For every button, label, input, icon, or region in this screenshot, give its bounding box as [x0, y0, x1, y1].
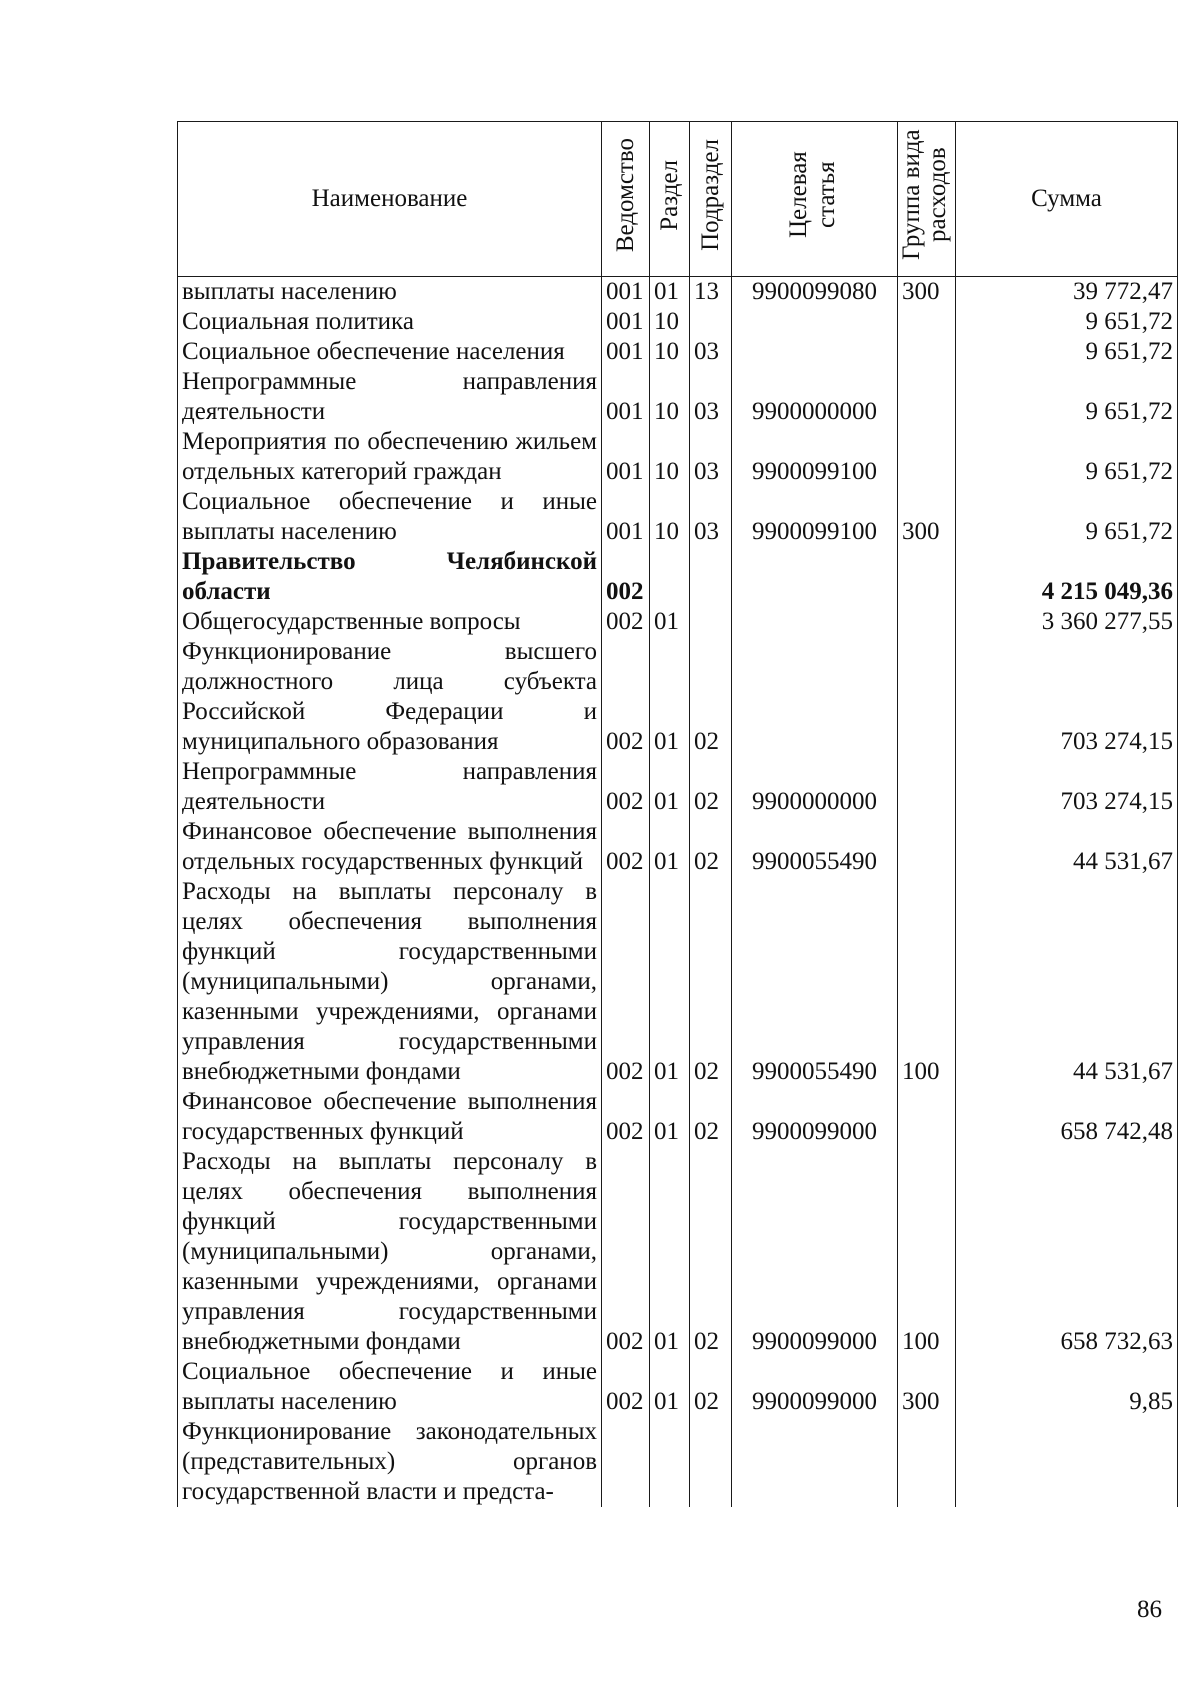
section-cell: 10 [650, 427, 690, 487]
section-cell: 01 [650, 1357, 690, 1417]
sum-cell: 703 274,15 [956, 637, 1178, 757]
table-row [178, 1357, 1178, 1417]
name-cell: Непрограммные направления деятельности [178, 757, 602, 817]
subsection-cell: 02 [690, 757, 732, 817]
subsection-cell: 03 [690, 337, 732, 367]
sum-cell: 658 742,48 [956, 1087, 1178, 1147]
name-cell: Социальное обеспечение и иные выплаты населению [178, 1357, 602, 1417]
subsection-cell: 13 [690, 277, 732, 308]
dept-cell: 002 [602, 1087, 650, 1147]
group-cell [898, 1087, 956, 1147]
table-row [178, 337, 1178, 367]
header-group: Группа вида расходов [898, 122, 956, 277]
header-target: Целевая статья [732, 122, 898, 277]
page-number: 86 [1137, 1596, 1162, 1623]
group-cell [898, 427, 956, 487]
dept-cell: 001 [602, 427, 650, 487]
name-cell: Расходы на выплаты персоналу в целях обеспечения выполнения функций государственными (муниципальными) органами, казенными учреждениями, органами управления государственными внебюджетными фондами [178, 877, 602, 1087]
header-sum: Сумма [956, 122, 1178, 277]
group-cell: 300 [898, 277, 956, 308]
target-cell [732, 307, 898, 337]
section-cell: 01 [650, 607, 690, 637]
table-row [178, 427, 1178, 487]
dept-cell: 001 [602, 367, 650, 427]
header-name: Наименование [178, 122, 602, 277]
section-cell: 01 [650, 817, 690, 877]
subsection-cell [690, 607, 732, 637]
target-cell: 9900099000 [732, 1087, 898, 1147]
target-cell [732, 547, 898, 607]
table-row [178, 547, 1178, 607]
group-cell [898, 367, 956, 427]
name-cell: Функционирование законодательных (представительных) органов государственной власти и предста- [178, 1417, 602, 1507]
table-row [178, 367, 1178, 427]
name-cell: Непрограммные направления деятельности [178, 367, 602, 427]
subsection-cell: 03 [690, 427, 732, 487]
section-cell: 01 [650, 1087, 690, 1147]
name-cell: Расходы на выплаты персоналу в целях обеспечения выполнения функций государственными (муниципальными) органами, казенными учреждениями, органами управления государственными внебюджетными фондами [178, 1147, 602, 1357]
subsection-cell: 02 [690, 1357, 732, 1417]
group-cell [898, 1417, 956, 1507]
sum-cell: 703 274,15 [956, 757, 1178, 817]
group-cell [898, 337, 956, 367]
dept-cell: 001 [602, 307, 650, 337]
dept-cell: 002 [602, 757, 650, 817]
target-cell: 9900000000 [732, 367, 898, 427]
dept-cell [602, 1417, 650, 1507]
target-cell: 9900099100 [732, 487, 898, 547]
dept-cell: 002 [602, 1357, 650, 1417]
sum-cell: 39 772,47 [956, 277, 1178, 308]
dept-cell: 002 [602, 547, 650, 607]
name-cell: Общегосударственные вопросы [178, 607, 602, 637]
target-cell [732, 1417, 898, 1507]
name-cell: Социальное обеспечение и иные выплаты населению [178, 487, 602, 547]
target-cell: 9900099000 [732, 1147, 898, 1357]
target-cell [732, 607, 898, 637]
header-subsection: Подраздел [690, 122, 732, 277]
table-row [178, 637, 1178, 757]
name-cell: Финансовое обеспечение выполнения государственных функций [178, 1087, 602, 1147]
section-cell: 10 [650, 337, 690, 367]
dept-cell: 002 [602, 1147, 650, 1357]
subsection-cell [690, 307, 732, 337]
table-row [178, 487, 1178, 547]
subsection-cell: 02 [690, 1087, 732, 1147]
section-cell: 01 [650, 877, 690, 1087]
table-row [178, 607, 1178, 637]
section-cell: 10 [650, 487, 690, 547]
name-cell: Финансовое обеспечение выполнения отдельных государственных функций [178, 817, 602, 877]
sum-cell: 9 651,72 [956, 307, 1178, 337]
target-cell [732, 637, 898, 757]
dept-cell: 002 [602, 607, 650, 637]
dept-cell: 002 [602, 637, 650, 757]
dept-cell: 002 [602, 877, 650, 1087]
section-cell: 01 [650, 277, 690, 308]
table-row [178, 307, 1178, 337]
dept-cell: 002 [602, 817, 650, 877]
subsection-cell [690, 1417, 732, 1507]
section-cell: 01 [650, 637, 690, 757]
subsection-cell: 02 [690, 1147, 732, 1357]
table-header [178, 122, 1178, 277]
name-cell: Функционирование высшего должностного лица субъекта Российской Федерации и муниципального образования [178, 637, 602, 757]
subsection-cell [690, 547, 732, 607]
group-cell [898, 817, 956, 877]
table-row [178, 277, 1178, 308]
target-cell [732, 337, 898, 367]
target-cell: 9900055490 [732, 817, 898, 877]
group-cell [898, 607, 956, 637]
group-cell: 300 [898, 1357, 956, 1417]
sum-cell: 4 215 049,36 [956, 547, 1178, 607]
table-row [178, 877, 1178, 1087]
table-row [178, 1147, 1178, 1357]
section-cell [650, 1417, 690, 1507]
sum-cell: 9 651,72 [956, 427, 1178, 487]
target-cell: 9900099000 [732, 1357, 898, 1417]
group-cell [898, 307, 956, 337]
dept-cell: 001 [602, 277, 650, 308]
section-cell: 10 [650, 307, 690, 337]
table-row [178, 817, 1178, 877]
target-cell: 9900099100 [732, 427, 898, 487]
sum-cell: 44 531,67 [956, 877, 1178, 1087]
section-cell [650, 547, 690, 607]
name-cell: Социальная политика [178, 307, 602, 337]
target-cell: 9900000000 [732, 757, 898, 817]
subsection-cell: 03 [690, 487, 732, 547]
section-cell: 01 [650, 1147, 690, 1357]
group-cell [898, 637, 956, 757]
subsection-cell: 03 [690, 367, 732, 427]
header-dept: Ведомство [602, 122, 650, 277]
group-cell [898, 757, 956, 817]
subsection-cell: 02 [690, 637, 732, 757]
subsection-cell: 02 [690, 817, 732, 877]
target-cell: 9900055490 [732, 877, 898, 1087]
dept-cell: 001 [602, 337, 650, 367]
subsection-cell: 02 [690, 877, 732, 1087]
sum-cell: 9,85 [956, 1357, 1178, 1417]
sum-cell: 44 531,67 [956, 817, 1178, 877]
sum-cell: 9 651,72 [956, 337, 1178, 367]
table-row [178, 1087, 1178, 1147]
sum-cell: 658 732,63 [956, 1147, 1178, 1357]
group-cell: 300 [898, 487, 956, 547]
group-cell: 100 [898, 1147, 956, 1357]
group-cell: 100 [898, 877, 956, 1087]
group-cell [898, 547, 956, 607]
name-cell: Социальное обеспечение населения [178, 337, 602, 367]
target-cell: 9900099080 [732, 277, 898, 308]
name-cell: Правительство Челябинской области [178, 547, 602, 607]
sum-cell: 9 651,72 [956, 487, 1178, 547]
table-body [178, 277, 1178, 1508]
table-row [178, 757, 1178, 817]
header-section: Раздел [650, 122, 690, 277]
name-cell: Мероприятия по обеспечению жильем отдельных категорий граждан [178, 427, 602, 487]
section-cell: 10 [650, 367, 690, 427]
section-cell: 01 [650, 757, 690, 817]
sum-cell: 9 651,72 [956, 367, 1178, 427]
sum-cell: 3 360 277,55 [956, 607, 1178, 637]
sum-cell [956, 1417, 1178, 1507]
name-cell: выплаты населению [178, 277, 602, 308]
table-row [178, 1417, 1178, 1507]
dept-cell: 001 [602, 487, 650, 547]
budget-table [177, 121, 1178, 1507]
